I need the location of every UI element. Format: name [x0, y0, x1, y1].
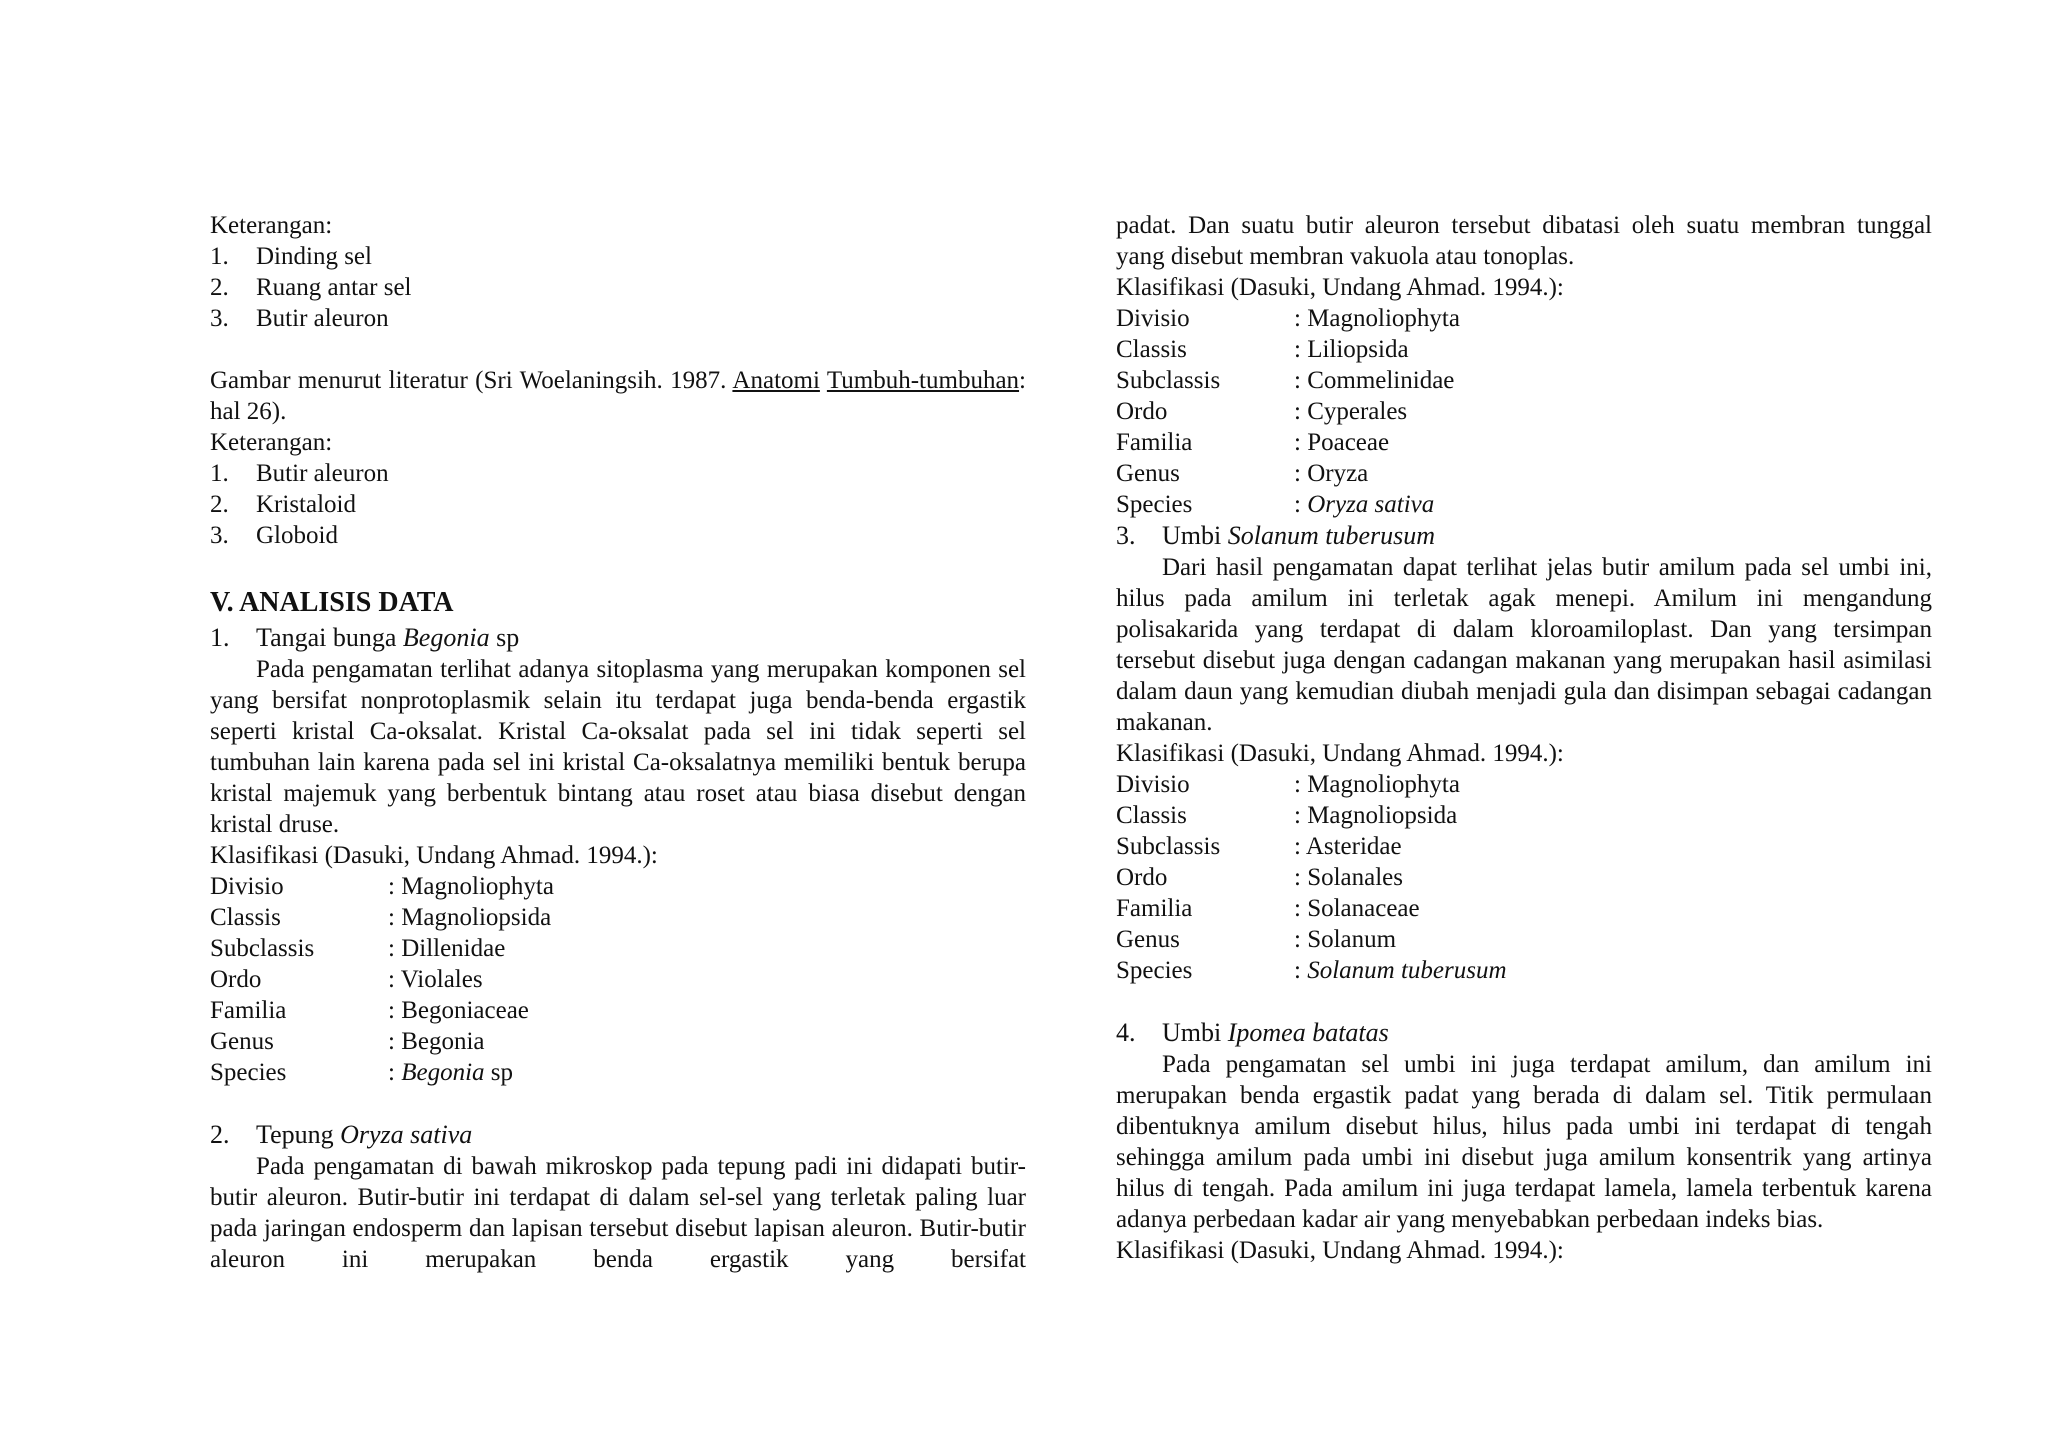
- table-row: Ordo : Cyperales: [1116, 398, 1408, 425]
- table-row: Species : Solanum tuberusum: [1116, 957, 1507, 984]
- paragraph: Dari hasil pengamatan dapat terlihat jelas butir amilum pada sel umbi ini, hilus pada amilum ini terletak agak menepi. Amilum ini mengandung polisakarida yang terdapat di dalam kloroamiloplast. Dan yang tersimpan tersebut disebut juga dengan cadangan makanan yang merupakan hasil asimilasi dalam daun yang kemudian diubah menjadi gula dan disimpan sebagai cadangan makanan.: [1116, 554, 1932, 736]
- table-row: Ordo : Solanales: [1116, 864, 1404, 891]
- table-row: Species : Oryza sativa: [1116, 491, 1435, 518]
- gambar-caption: Gambar menurut literatur (Sri Woelaningsih. 1987. Anatomi Tumbuh-tumbuhan: hal 26).: [210, 367, 1026, 425]
- klasifikasi-title: Klasifikasi (Dasuki, Undang Ahmad. 1994.):: [1116, 1237, 1564, 1264]
- classification-table: [1116, 303, 1932, 520]
- list-item: 3. Globoid: [210, 522, 338, 549]
- table-row: Divisio : Magnoliophyta: [210, 873, 554, 900]
- reference-link-tumbuhan: Tumbuh-tumbuhan: [826, 367, 1020, 394]
- table-row: Genus : Begonia: [210, 1028, 485, 1055]
- list-item: 3. Butir aleuron: [210, 305, 389, 332]
- table-row: Subclassis : Asteridae: [1116, 833, 1402, 860]
- paragraph: padat. Dan suatu butir aleuron tersebut dibatasi oleh suatu membran tunggal yang disebut membran vakuola atau tonoplas.: [1116, 212, 1932, 270]
- subsection-title: 1. Tangai bunga Begonia sp: [210, 623, 520, 652]
- subsection-title: 4. Umbi Ipomea batatas: [1116, 1018, 1389, 1047]
- table-row: Classis : Magnoliopsida: [210, 904, 552, 931]
- table-row: Ordo : Violales: [210, 966, 483, 993]
- table-row: Familia : Poaceae: [1116, 429, 1390, 456]
- subsection-title: 3. Umbi Solanum tuberusum: [1116, 521, 1436, 550]
- table-row: Classis : Liliopsida: [1116, 336, 1409, 363]
- table-row: Familia : Begoniaceae: [210, 997, 529, 1024]
- left-column: [210, 210, 1026, 1275]
- keterangan-list: [210, 458, 1026, 551]
- reference-link-anatomi: Anatomi: [732, 367, 820, 394]
- right-column: [1116, 210, 1932, 1266]
- list-item: 1. Dinding sel: [210, 243, 372, 270]
- keterangan-list: [210, 241, 1026, 334]
- classification-table: [1116, 769, 1932, 986]
- table-row: Divisio : Magnoliophyta: [1116, 771, 1460, 798]
- section-heading: V. ANALISIS DATA: [210, 587, 454, 618]
- list-item: 2. Ruang antar sel: [210, 274, 412, 301]
- paragraph: Pada pengamatan sel umbi ini juga terdapat amilum, dan amilum ini merupakan benda ergastik padat yang berada di dalam sel. Titik permulaan dibentuknya amilum disebut hilus, hilus pada umbi ini terdapat di tengah sehingga amilum pada umbi ini disebut juga amilum konsentrik yang artinya hilus di tengah. Pada amilum ini juga terdapat lamela, lamela terbentuk karena adanya perbedaan kadar air yang menyebabkan perbedaan indeks bias.: [1116, 1051, 1932, 1233]
- paragraph: Pada pengamatan di bawah mikroskop pada tepung padi ini didapati butir-butir aleuron. Butir-butir ini terdapat di dalam sel-sel yang terletak paling luar pada jaringan endosperm dan lapisan tersebut disebut lapisan aleuron. Butir-butir aleuron ini merupakan benda ergastik yang bersifat: [210, 1153, 1026, 1273]
- table-row: Familia : Solanaceae: [1116, 895, 1420, 922]
- klasifikasi-title: Klasifikasi (Dasuki, Undang Ahmad. 1994.):: [210, 842, 658, 869]
- subsection-title: 2. Tepung Oryza sativa: [210, 1120, 473, 1149]
- table-row: Divisio : Magnoliophyta: [1116, 305, 1460, 332]
- paragraph: Pada pengamatan terlihat adanya sitoplasma yang merupakan komponen sel yang bersifat nonprotoplasmik selain itu terdapat juga benda-benda ergastik seperti kristal Ca-oksalat. Kristal Ca-oksalat pada sel ini tidak seperti sel tumbuhan lain karena pada sel ini kristal Ca-oksalatnya memiliki bentuk berupa kristal majemuk yang berbentuk bintang atau roset atau biasa disebut dengan kristal druse.: [210, 656, 1026, 838]
- table-row: Species : Begonia sp: [210, 1059, 514, 1086]
- klasifikasi-title: Klasifikasi (Dasuki, Undang Ahmad. 1994.):: [1116, 740, 1564, 767]
- table-row: Genus : Oryza: [1116, 460, 1369, 487]
- klasifikasi-title: Klasifikasi (Dasuki, Undang Ahmad. 1994.):: [1116, 274, 1564, 301]
- list-item: 1. Butir aleuron: [210, 460, 389, 487]
- table-row: Genus : Solanum: [1116, 926, 1397, 953]
- keterangan-title: Keterangan:: [210, 429, 333, 456]
- table-row: Subclassis : Dillenidae: [210, 935, 506, 962]
- classification-table: [210, 871, 1026, 1088]
- table-row: Subclassis : Commelinidae: [1116, 367, 1455, 394]
- list-item: 2. Kristaloid: [210, 491, 356, 518]
- table-row: Classis : Magnoliopsida: [1116, 802, 1458, 829]
- keterangan-title: Keterangan:: [210, 212, 333, 239]
